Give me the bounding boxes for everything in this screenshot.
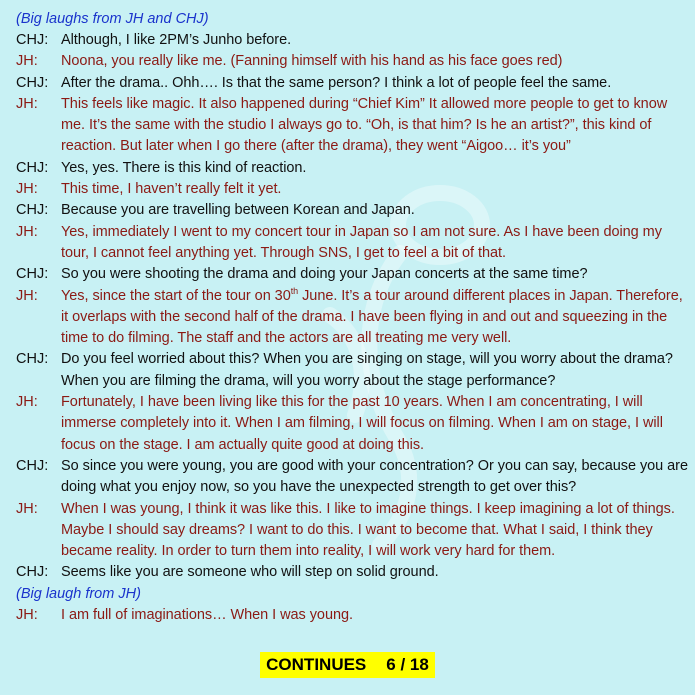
- dialogue-text: I am full of imaginations… When I was young.: [61, 606, 353, 623]
- dialogue-text: Seems like you are someone who will step on solid ground.: [61, 564, 439, 581]
- dialogue-line: [16, 499, 688, 563]
- page-footer: [0, 652, 695, 678]
- dialogue-line: [16, 179, 688, 200]
- dialogue-text: This feels like magic. It also happened during “Chief Kim” It allowed more people to get to know me. It’s the same with the studio I always go to. “Oh, is that him? Is he an artist?”, this kind of reaction. But later when I go there (after the drama), they went “Aigoo… it’s you”: [61, 95, 668, 155]
- dialogue-line: [16, 392, 688, 456]
- speaker-label: JH:: [16, 394, 38, 411]
- dialogue-text: So you were shooting the drama and doing your Japan concerts at the same time?: [61, 266, 588, 283]
- dialogue-line: [16, 562, 688, 583]
- stage-note: (Big laugh from JH): [16, 585, 141, 602]
- speaker-label: JH:: [16, 181, 38, 198]
- dialogue-line: [16, 158, 688, 179]
- dialogue-text: Noona, you really like me. (Fanning himself with his hand as his face goes red): [61, 53, 563, 70]
- dialogue-line: [16, 51, 688, 72]
- dialogue-text-part: June. It’s a tour around different places in Japan. Therefore, it overlaps with the second half of the drama. I have been flying in and out and squeezing in the time to do filming. The staff and the actors are all treating me very well.: [61, 287, 683, 347]
- speaker-label: CHJ:: [16, 32, 49, 48]
- dialogue-line: [16, 94, 688, 158]
- dialogue-text: So since you were young, you are good with your concentration? Or you can say, because you are doing what you enjoy now, so you have the unexpected strength to get over this?: [61, 457, 688, 496]
- dialogue-text: Yes, immediately I went to my concert tour in Japan so I am not sure. As I have been doing my tour, I cannot feel anything yet. Through SNS, I get to feel a bit of that.: [61, 223, 662, 261]
- continues-label: CONTINUES: [266, 655, 367, 674]
- dialogue-text: This time, I haven’t really felt it yet.: [61, 181, 282, 198]
- speaker-label: JH:: [16, 287, 38, 304]
- speaker-label: CHJ:: [16, 74, 49, 91]
- dialogue-text-part: Yes, since the start of the tour on 30: [61, 287, 291, 304]
- speaker-label: CHJ:: [16, 457, 49, 474]
- dialogue-text: Fortunately, I have been living like this for the past 10 years. When I am concentrating, I will immerse completely into it. When I am filming, I will focus on filming. When I am on stage, I will focus on the stage. I am actually quite good at doing this.: [61, 394, 663, 453]
- dialogue-line: [16, 264, 688, 285]
- dialogue-text: Although, I like 2PM’s Junho before.: [61, 32, 292, 48]
- speaker-label: CHJ:: [16, 202, 49, 219]
- dialogue-line: [16, 222, 688, 265]
- speaker-label: JH:: [16, 95, 38, 112]
- dialogue-text: After the drama.. Ohh…. Is that the same person? I think a lot of people feel the same.: [61, 74, 612, 91]
- dialogue-line: [16, 30, 688, 51]
- dialogue-line: [16, 349, 688, 392]
- continues-banner: [260, 652, 435, 678]
- speaker-label: CHJ:: [16, 266, 49, 283]
- dialogue-line: [16, 73, 688, 94]
- dialogue-line: [16, 286, 688, 350]
- speaker-label: JH:: [16, 53, 38, 70]
- stage-note: (Big laughs from JH and CHJ): [16, 11, 209, 27]
- speaker-label: CHJ:: [16, 351, 49, 368]
- dialogue-text: When I was young, I think it was like this. I like to imagine things. I keep imagining a lot of things. Maybe I should say dreams? I want to do this. I want to become that. What I said, I think they became reality. In order to turn them into reality, I will work very hard for them.: [61, 500, 675, 560]
- page-counter: 6 / 18: [386, 655, 429, 674]
- dialogue-text: [61, 286, 688, 350]
- speaker-label: CHJ:: [16, 564, 49, 581]
- dialogue-line: [16, 605, 688, 626]
- speaker-label: JH:: [16, 606, 38, 623]
- speaker-label: CHJ:: [16, 159, 49, 176]
- interview-transcript: [16, 9, 688, 626]
- dialogue-text: Because you are travelling between Korean and Japan.: [61, 202, 415, 219]
- dialogue-text: Do you feel worried about this? When you are singing on stage, will you worry about the drama? When you are filming the drama, will you worry about the stage performance?: [61, 351, 673, 389]
- speaker-label: JH:: [16, 223, 38, 240]
- speaker-label: JH:: [16, 500, 38, 517]
- dialogue-line: [16, 200, 688, 221]
- dialogue-line: [16, 456, 688, 499]
- dialogue-text: Yes, yes. There is this kind of reaction.: [61, 159, 307, 176]
- ordinal-suffix: th: [290, 285, 299, 296]
